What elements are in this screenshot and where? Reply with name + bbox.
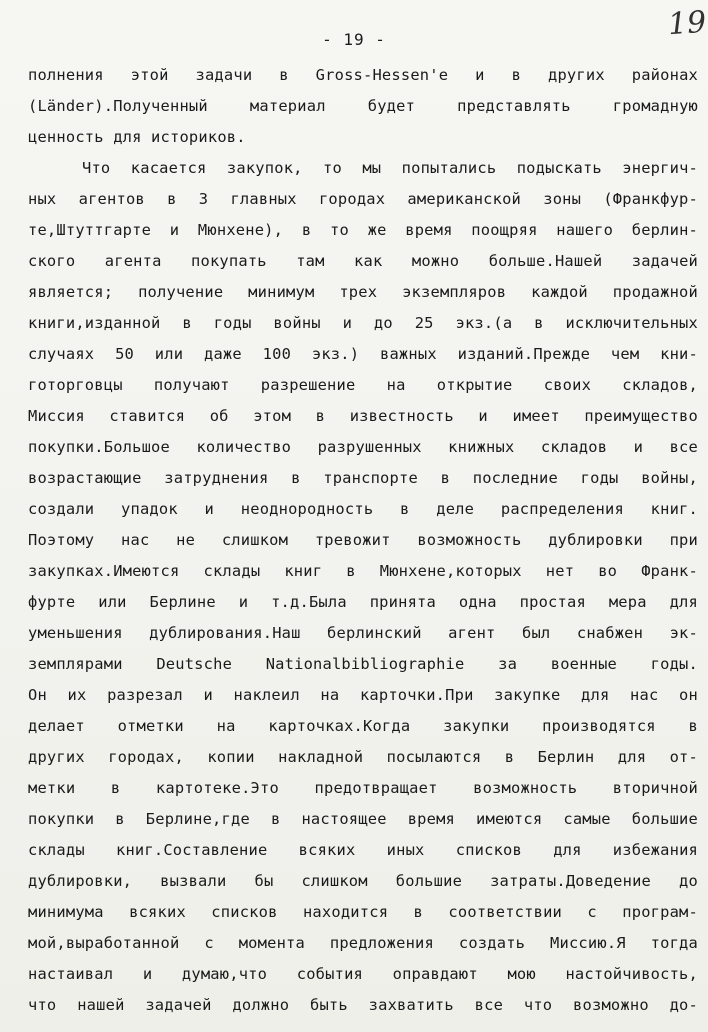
text-line: настаивал и думаю,что события оправдают мою настойчивость,	[28, 965, 698, 983]
text-line: покупки.Большое количество разрушенных книжных складов и все	[28, 438, 698, 456]
text-line: ценность для историков.	[28, 128, 246, 146]
text-line: мой,выработанной с момента предложения создать Миссию.Я тогда	[28, 934, 698, 952]
text-line: готорговцы получают разрешение на открытие своих складов,	[28, 376, 698, 394]
text-line: делает отметки на карточках.Когда закупки производятся в	[28, 717, 698, 735]
text-line: покупки в Берлине,где в настоящее время имеются самые большие	[28, 810, 698, 828]
text-line: полнения этой задачи в Gross-Hessen'e и в других районах	[28, 66, 698, 84]
text-line: что нашей задачей должно быть захватить все что возможно до-	[28, 996, 698, 1014]
text-line: земплярами Deutsche Nationalbibliographie за военные годы.	[28, 655, 698, 673]
text-line: является; получение минимум трех экземпляров каждой продажной	[28, 283, 698, 301]
text-line: других городах, копии накладной посылаются в Берлин для от-	[28, 748, 698, 766]
text-line: дублировки, вызвали бы слишком большие затраты.Доведение до	[28, 872, 698, 890]
text-line: склады книг.Составление всяких иных списков для избежания	[28, 841, 698, 859]
page-number: - 19 -	[322, 30, 386, 49]
typed-body-text	[28, 60, 698, 1021]
handwritten-folio-number: 19	[666, 4, 708, 43]
text-line: закупках.Имеются склады книг в Мюнхене,которых нет во Франк-	[28, 562, 698, 580]
text-line: Он их разрезал и наклеил на карточки.При закупке для нас он	[28, 686, 698, 704]
text-line: ных агентов в 3 главных городах американской зоны (Франкфур-	[28, 190, 698, 208]
text-line: те,Штуттгарте и Мюнхене), в то же время поощряя нашего берлин-	[28, 221, 698, 239]
text-line: возрастающие затруднения в транспорте в последние годы войны,	[28, 469, 698, 487]
text-line: Миссия ставится об этом в известность и имеет преимущество	[28, 407, 698, 425]
text-line: минимума всяких списков находится в соответствии с програм-	[28, 903, 698, 921]
text-line: книги,изданной в годы войны и до 25 экз.(а в исключительных	[28, 314, 698, 332]
text-line: ского агента покупать там как можно больше.Нашей задачей	[28, 252, 698, 270]
text-line: фурте или Берлине и т.д.Была принята одна простая мера для	[28, 593, 698, 611]
text-line: создали упадок и неоднородность в деле распределения книг.	[28, 500, 698, 518]
text-line: уменьшения дублирования.Наш берлинский агент был снабжен эк-	[28, 624, 698, 642]
text-line: Что касается закупок, то мы попытались подыскать энергич-	[82, 159, 698, 177]
text-line: метки в картотеке.Это предотвращает возможность вторичной	[28, 779, 698, 797]
text-line: случаях 50 или даже 100 экз.) важных изданий.Прежде чем кни-	[28, 345, 698, 363]
text-line: (Länder).Полученный материал будет представлять громадную	[28, 97, 698, 115]
text-line: Поэтому нас не слишком тревожит возможность дублировки при	[28, 531, 698, 549]
